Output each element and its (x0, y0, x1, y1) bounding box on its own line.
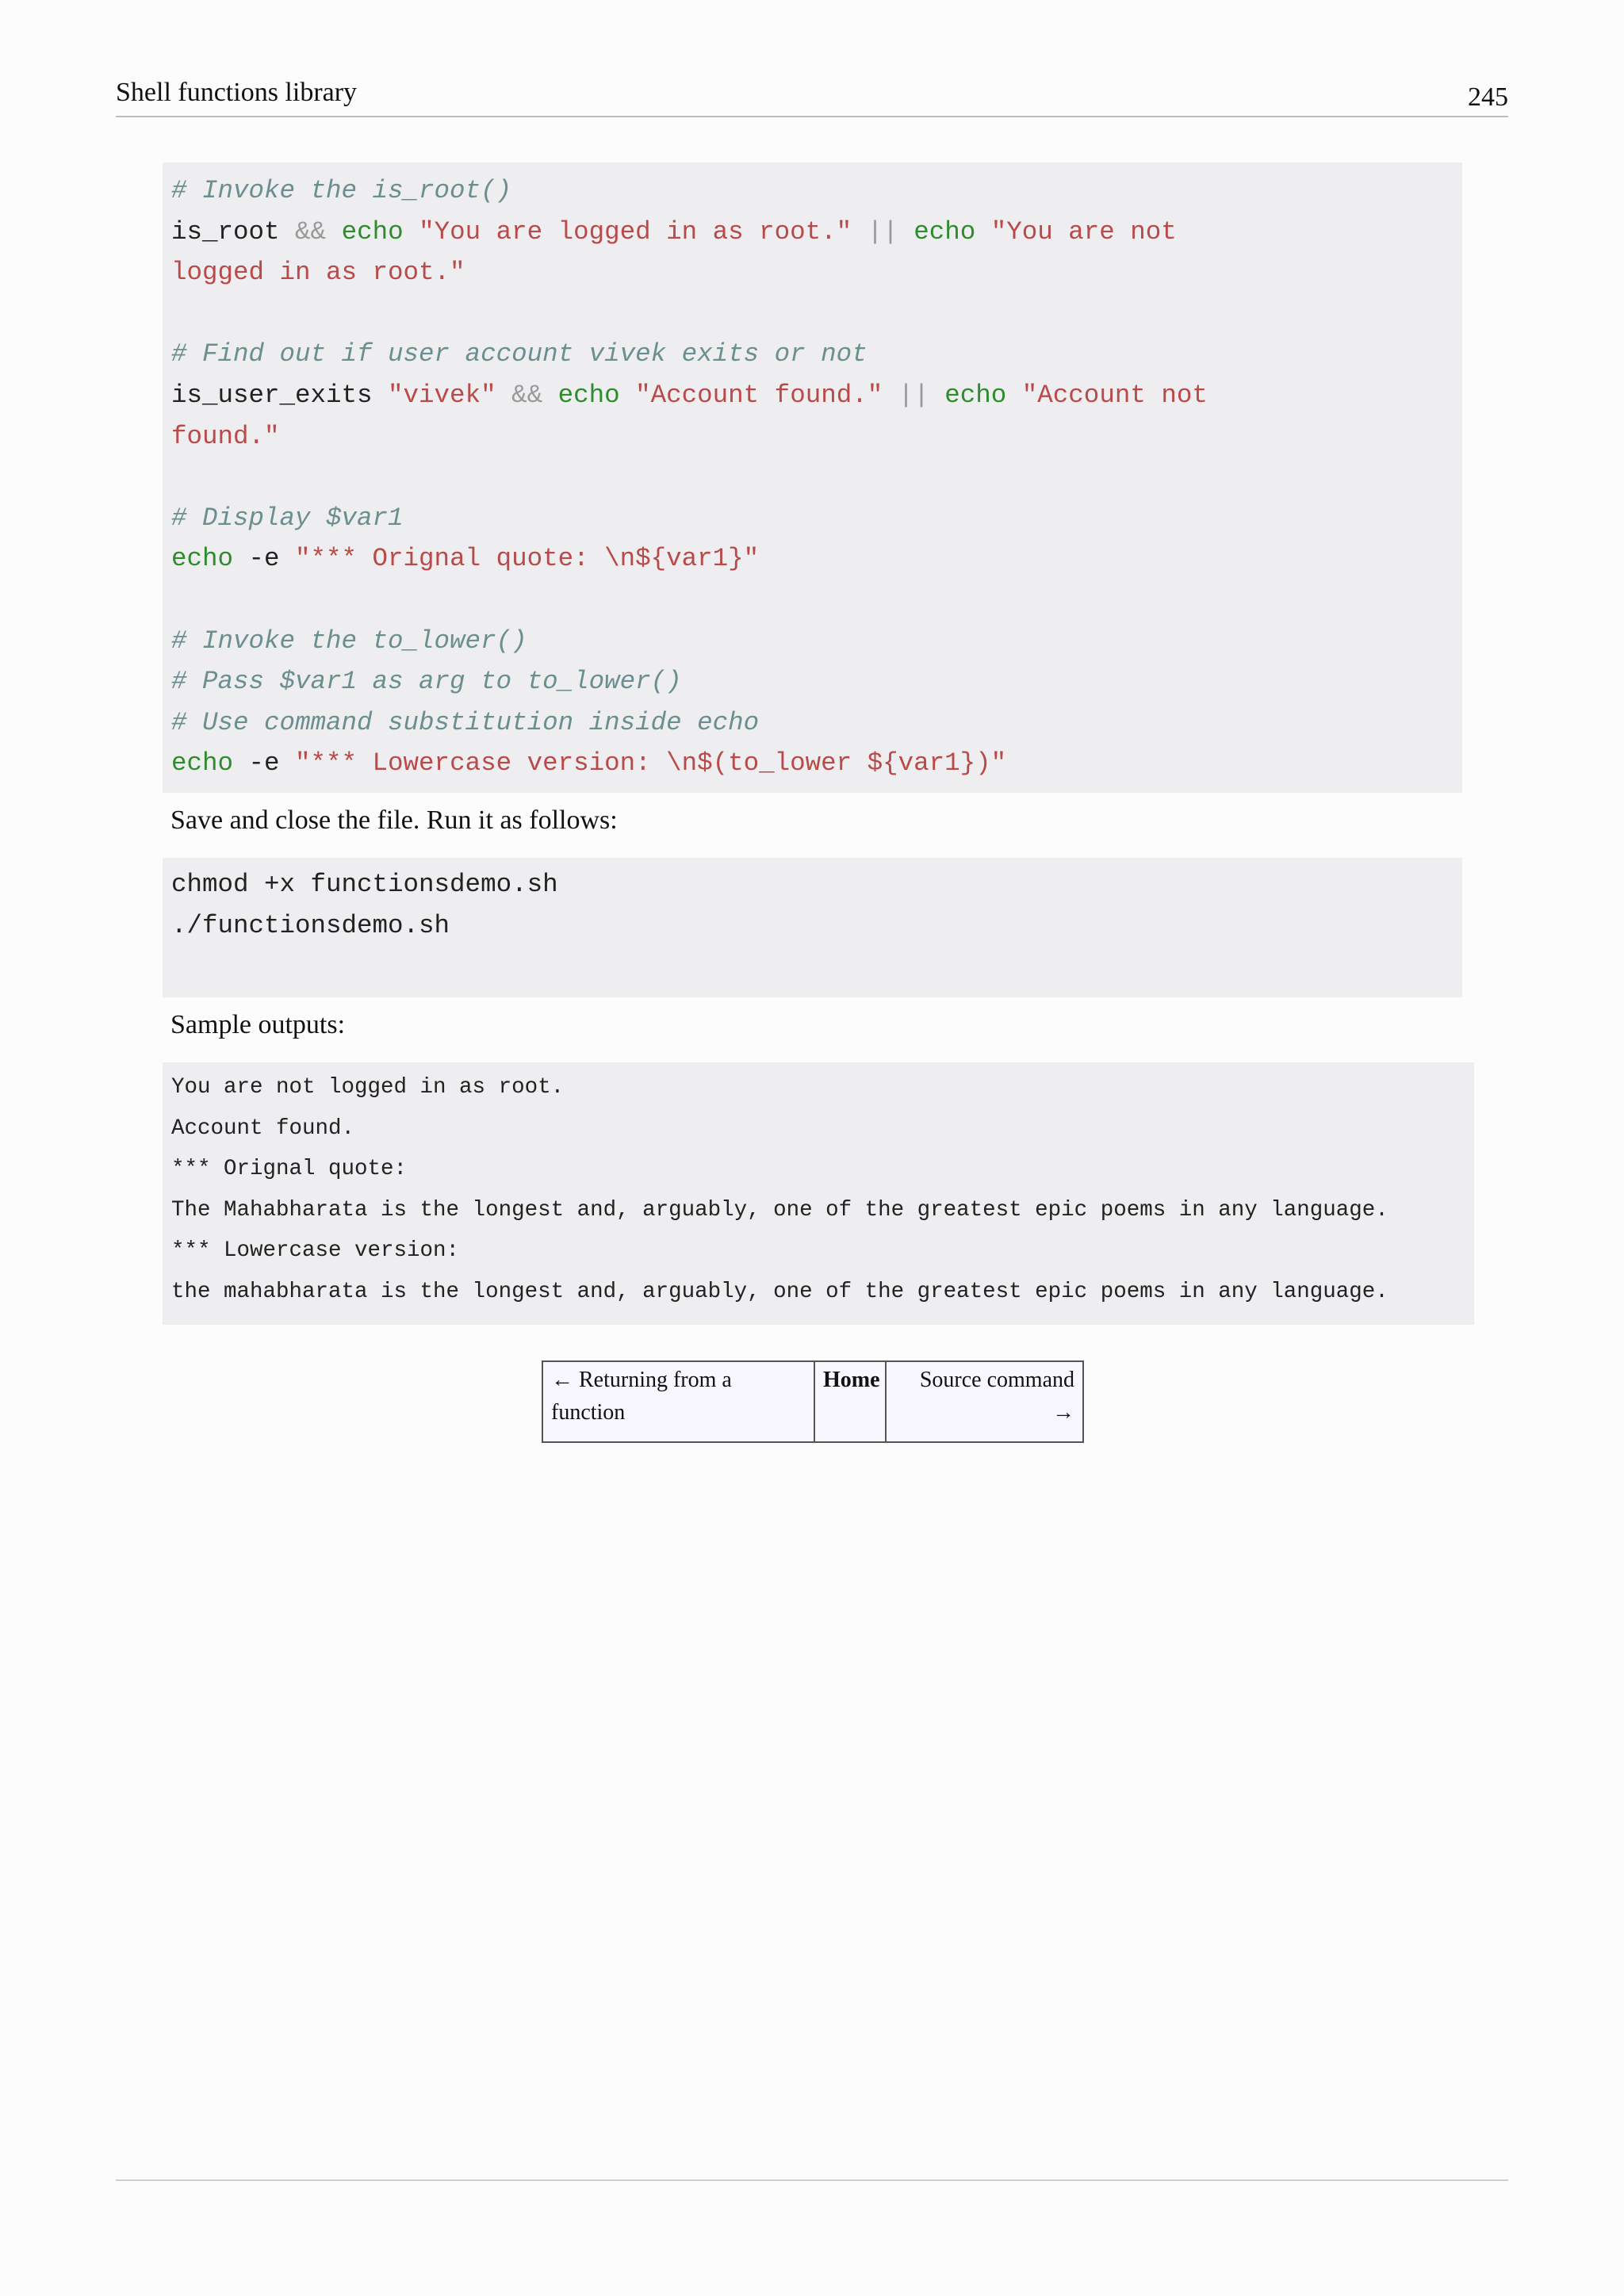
code-block-sample-output (163, 1062, 1474, 1325)
code-token (404, 217, 419, 247)
output-line: You are not logged in as root. (171, 1075, 565, 1100)
code-token (496, 381, 512, 410)
output-line: the mahabharata is the longest and, arguably, one of the greatest epic poems in any language. (171, 1279, 1388, 1304)
code-token: || (898, 380, 929, 410)
nav-prev-label-line2: function (551, 1400, 626, 1425)
nav-home-label: Home (823, 1368, 880, 1392)
paragraph-save-instructions: Save and close the file. Run it as follows: (170, 806, 618, 835)
code-line (171, 621, 1462, 662)
code-token: -e (233, 544, 296, 574)
command-line: chmod +x functionsdemo.sh (171, 870, 558, 899)
code-token (883, 381, 898, 410)
code-token (620, 381, 636, 410)
code-token: # Invoke the is_root() (171, 176, 512, 205)
code-token (542, 381, 558, 410)
nav-home-link[interactable] (815, 1362, 887, 1441)
code-line (171, 293, 1462, 335)
output-line: The Mahabharata is the longest and, arguably, one of the greatest epic poems in any language. (171, 1197, 1388, 1223)
code-token: "*** Lowercase version: \n$(to_lower ${var1})" (295, 748, 1007, 779)
code-token: "vivek" (388, 380, 496, 410)
code-token: "You are not (990, 216, 1177, 247)
code-line (171, 498, 1462, 539)
output-line: Account found. (171, 1115, 355, 1141)
code-block-script (163, 163, 1462, 793)
code-line (171, 661, 1462, 702)
code-line (171, 212, 1462, 253)
code-token: echo (914, 216, 976, 247)
code-token (852, 217, 868, 247)
code-token: # Display $var1 (171, 503, 404, 533)
code-token (326, 217, 342, 247)
code-token (1006, 381, 1022, 410)
code-line (171, 170, 1462, 212)
nav-prev-label-line1: ← Returning from a (551, 1368, 732, 1392)
code-line (171, 743, 1462, 784)
code-token: echo (171, 544, 234, 574)
code-token: -e (233, 748, 296, 779)
page-title: Shell functions library (116, 78, 358, 107)
code-token (929, 381, 945, 410)
nav-prev-link[interactable] (543, 1362, 815, 1441)
code-line (171, 416, 1462, 457)
output-line: *** Lowercase version: (171, 1238, 460, 1264)
code-token: # Pass $var1 as arg to to_lower() (171, 667, 682, 697)
code-line (171, 334, 1462, 375)
code-token: echo (944, 380, 1007, 410)
code-token: "Account found." (635, 380, 883, 410)
page-header (116, 76, 1508, 117)
page-number: 245 (1468, 82, 1508, 112)
paragraph-sample-outputs: Sample outputs: (170, 1010, 346, 1039)
code-line (171, 538, 1462, 580)
code-line (171, 457, 1462, 498)
nav-next-label-line1: Source command (919, 1368, 1074, 1392)
code-token: # Invoke the to_lower() (171, 626, 527, 656)
output-line: *** Orignal quote: (171, 1157, 408, 1182)
code-token: && (511, 380, 543, 410)
command-line: ./functionsdemo.sh (171, 910, 450, 940)
code-token: "*** Orignal quote: \n${var1}" (295, 544, 760, 574)
code-token: found." (171, 421, 280, 451)
navigation-box (542, 1360, 1084, 1443)
nav-next-arrow: → (1052, 1400, 1074, 1425)
code-token (975, 217, 991, 247)
footer-rule (116, 2179, 1508, 2181)
code-token: "You are logged in as root." (419, 216, 852, 247)
code-token: logged in as root." (171, 258, 465, 288)
code-token (898, 217, 914, 247)
code-block-run-commands (163, 858, 1462, 997)
code-token: # Find out if user account vivek exits or not (171, 339, 868, 369)
code-line (171, 702, 1462, 744)
nav-next-link[interactable] (887, 1362, 1082, 1441)
code-token: || (867, 216, 898, 247)
code-token: echo (557, 380, 620, 410)
code-token: "Account not (1021, 380, 1208, 410)
code-token: is_user_exits (171, 380, 389, 410)
code-line (171, 252, 1462, 293)
code-token: && (295, 216, 327, 247)
code-token: echo (171, 748, 234, 779)
code-token: # Use command substitution inside echo (171, 707, 760, 737)
code-token: echo (341, 216, 404, 247)
code-line (171, 375, 1462, 416)
code-token: is_root (171, 216, 296, 247)
code-line (171, 580, 1462, 621)
